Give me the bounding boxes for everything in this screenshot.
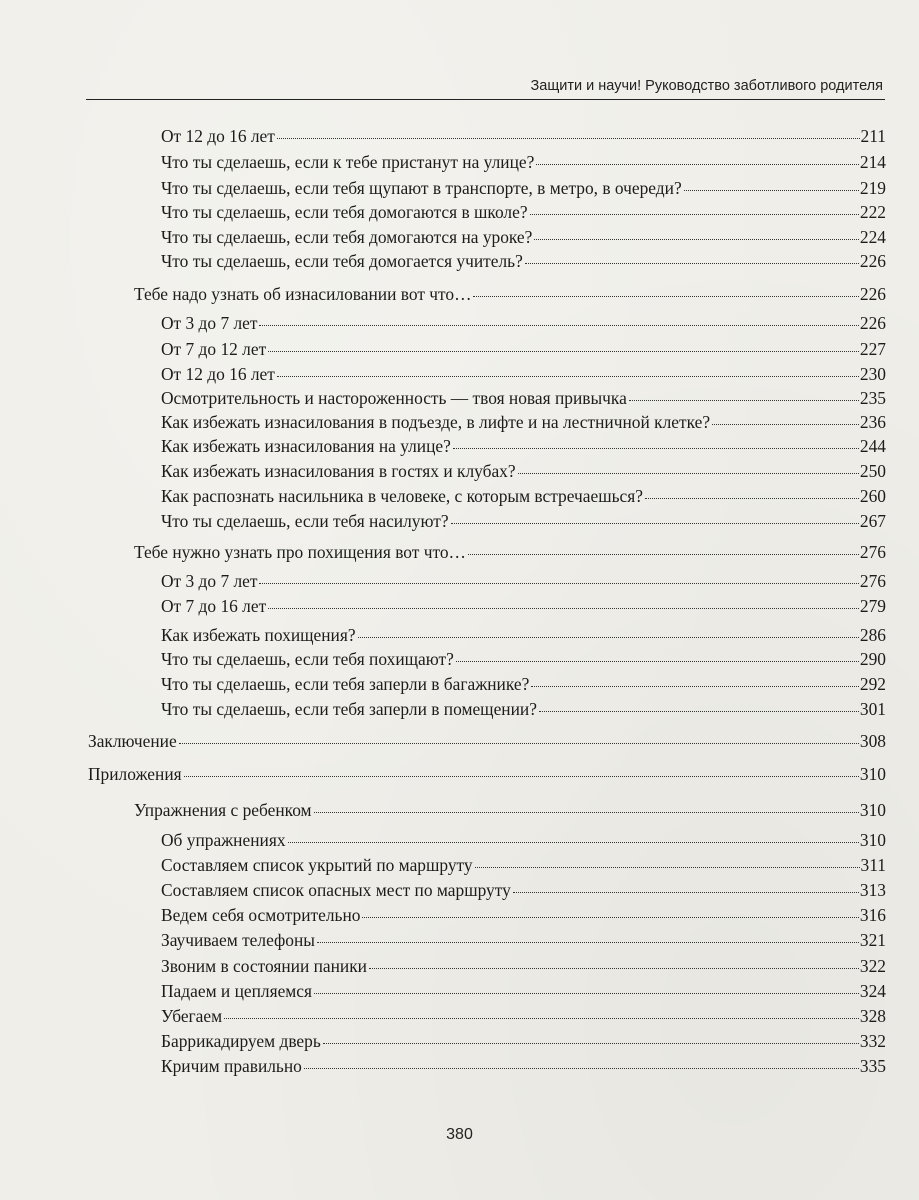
toc-entry-title: Что ты сделаешь, если тебя домогаются на уроке? [161,227,533,247]
toc-entry-page: 310 [859,830,886,850]
toc-entry-page: 290 [859,649,886,669]
toc-entry [161,879,886,901]
dot-leader [536,164,859,165]
toc-entry-title: От 3 до 7 лет [161,571,258,591]
toc-entry-page: 267 [859,511,886,531]
toc-entry-page: 324 [859,981,886,1001]
toc-entry [134,799,886,821]
toc-entry [88,730,886,752]
toc-entry-page: 260 [859,486,886,506]
dot-leader [473,296,858,297]
toc-entry-page: 219 [859,178,886,198]
dot-leader [453,448,859,449]
toc-entry [161,485,886,507]
dot-leader [259,583,858,584]
dot-leader [317,942,859,943]
toc-entry-page: 226 [859,284,886,304]
toc-entry [161,226,886,248]
toc-entry-title: От 7 до 16 лет [161,596,267,616]
dot-leader [314,812,859,813]
toc-entry-page: 244 [859,436,886,456]
toc-entry [161,363,886,385]
toc-entry [161,570,886,592]
dot-leader [268,351,859,352]
toc-entry-title: Что ты сделаешь, если тебя насилуют? [161,511,449,531]
toc-entry-title: Что ты сделаешь, если к тебе пристанут на улице? [161,152,535,172]
dot-leader [539,711,859,712]
toc-entry-title: Что ты сделаешь, если тебя заперли в багажнике? [161,674,530,694]
toc-entry-title: Приложения [88,764,182,784]
dot-leader [518,473,859,474]
toc-entry-page: 321 [859,930,886,950]
toc-entry [161,125,886,147]
toc-entry [161,151,886,173]
toc-entry [161,387,886,409]
dot-leader [323,1043,859,1044]
dot-leader [358,637,859,638]
toc-entry [161,955,886,977]
dot-leader [534,239,859,240]
toc-entry [161,338,886,360]
toc-entry-page: 214 [859,152,886,172]
toc-entry [161,460,886,482]
toc-entry-page: 279 [859,596,886,616]
toc-entry-title: Тебе надо узнать об изнасиловании вот что… [134,284,472,304]
toc-entry-title: От 12 до 16 лет [161,126,275,146]
toc-entry [161,435,886,457]
toc-entry-page: 235 [859,388,886,408]
toc-entry-page: 310 [859,800,886,820]
toc-entry-title: Тебе нужно узнать про похищения вот что… [134,542,466,562]
toc-entry-page: 286 [859,625,886,645]
dot-leader [362,917,858,918]
toc-entry-page: 250 [859,461,886,481]
toc-entry [134,283,886,305]
toc-entry [161,980,886,1002]
dot-leader [288,842,859,843]
dot-leader [184,776,859,777]
dot-leader [304,1068,859,1069]
dot-leader [468,554,859,555]
toc-entry [134,541,886,563]
toc-entry [161,595,886,617]
dot-leader [475,867,860,868]
running-header: Защити и научи! Руководство заботливого родителя [530,78,883,94]
toc-entry-page: 211 [860,126,886,146]
toc-entry-page: 335 [859,1056,886,1076]
toc-entry-title: Составляем список укрытий по маршруту [161,855,473,875]
dot-leader [259,325,858,326]
toc-entry-page: 276 [859,542,886,562]
toc-entry-title: Как избежать изнасилования в гостях и клубах? [161,461,516,481]
toc-entry [161,829,886,851]
toc-entry-page: 222 [859,202,886,222]
dot-leader [369,968,859,969]
toc-entry-title: Упражнения с ребенком [134,800,312,820]
toc-entry-page: 224 [859,227,886,247]
toc-entry-title: Что ты сделаешь, если тебя домогаются в школе? [161,202,528,222]
toc-entry [161,250,886,272]
toc-entry-title: От 3 до 7 лет [161,313,258,333]
toc-entry-page: 316 [859,905,886,925]
toc-entry [161,312,886,334]
toc-entry-title: Кричим правильно [161,1056,302,1076]
dot-leader [314,993,859,994]
toc-entry-page: 236 [859,412,886,432]
toc-entry-page: 311 [860,855,886,875]
toc-entry-title: Что ты сделаешь, если тебя щупают в транспорте, в метро, в очереди? [161,178,682,198]
dot-leader [513,892,859,893]
toc-entry [161,698,886,720]
toc-entry-title: Падаем и цепляемся [161,981,313,1001]
toc-entry-page: 226 [859,313,886,333]
toc-entry-page: 313 [859,880,886,900]
dot-leader [224,1018,859,1019]
toc-entry-page: 308 [859,731,886,751]
toc-entry-page: 332 [859,1031,886,1051]
toc-entry [161,673,886,695]
page-number: 380 [446,1126,473,1143]
toc-entry [161,904,886,926]
toc-entry-title: Заучиваем телефоны [161,930,315,950]
dot-leader [531,686,859,687]
dot-leader [530,214,859,215]
toc-entry-title: Что ты сделаешь, если тебя похищают? [161,649,454,669]
header-rule [86,99,885,100]
toc-entry-title: Об упражнениях [161,830,286,850]
toc-entry-title: Ведем себя осмотрительно [161,905,361,925]
toc-entry-page: 230 [859,364,886,384]
toc-entry-title: От 12 до 16 лет [161,364,275,384]
toc-entry [161,510,886,532]
toc-entry [161,648,886,670]
toc-entry-page: 310 [859,764,886,784]
toc-entry-page: 226 [859,251,886,271]
toc-entry [161,411,886,433]
dot-leader [277,138,860,139]
dot-leader [277,376,859,377]
toc-entry [161,624,886,646]
toc-entry-title: Заключение [88,731,177,751]
toc-entry-page: 227 [859,339,886,359]
toc-entry-title: Как избежать похищения? [161,625,356,645]
toc-entry-page: 292 [859,674,886,694]
dot-leader [179,743,859,744]
dot-leader [712,424,859,425]
dot-leader [629,400,859,401]
toc-entry-title: Звоним в состоянии паники [161,956,367,976]
dot-leader [645,498,859,499]
toc-entry-title: Осмотрительность и настороженность — твоя новая привычка [161,388,627,408]
dot-leader [525,263,859,264]
toc-entry-page: 328 [859,1006,886,1026]
dot-leader [451,523,859,524]
toc-entry [161,177,886,199]
toc-entry [161,854,886,876]
toc-entry [161,929,886,951]
toc-entry-title: Что ты сделаешь, если тебя заперли в помещении? [161,699,537,719]
toc-entry-title: От 7 до 12 лет [161,339,267,359]
toc-entry [161,1030,886,1052]
toc-entry [161,1055,886,1077]
toc-entry-page: 276 [859,571,886,591]
toc-entry [161,1005,886,1027]
toc-entry [88,763,886,785]
toc-entry [161,201,886,223]
toc-entry-title: Убегаем [161,1006,223,1026]
toc-entry-page: 322 [859,956,886,976]
dot-leader [684,190,859,191]
toc-entry-title: Что ты сделаешь, если тебя домогается учитель? [161,251,523,271]
toc-entry-title: Как избежать изнасилования в подъезде, в лифте и на лестничной клетке? [161,412,711,432]
dot-leader [456,661,859,662]
dot-leader [268,608,859,609]
toc-entry-title: Составляем список опасных мест по маршруту [161,880,511,900]
toc-entry-title: Как избежать изнасилования на улице? [161,436,451,456]
toc-entry-page: 301 [859,699,886,719]
toc-entry-title: Как распознать насильника в человеке, с которым встречаешься? [161,486,643,506]
toc-entry-title: Баррикадируем дверь [161,1031,321,1051]
